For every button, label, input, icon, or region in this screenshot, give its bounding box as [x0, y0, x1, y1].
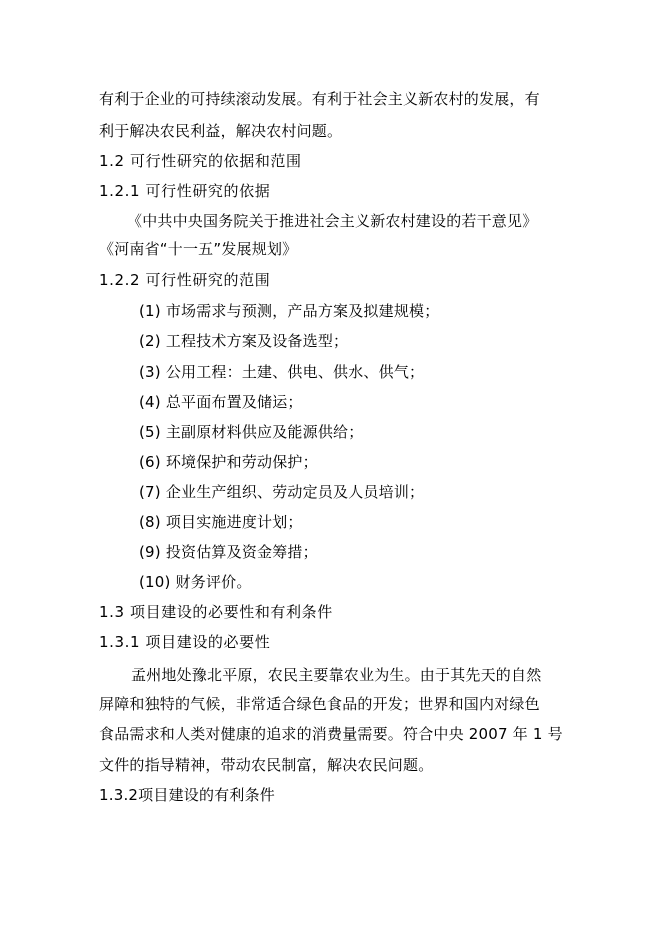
scope-item: (6) 环境保护和劳动保护；	[139, 453, 318, 471]
scope-item: (1) 市场需求与预测，产品方案及拟建规模；	[139, 302, 440, 320]
necessity-line-4: 文件的指导精神，带动农民制富，解决农民问题。	[99, 756, 434, 774]
scope-item: (9) 投资估算及资金筹措；	[139, 543, 318, 561]
intro-line-1: 有利于企业的可持续滚动发展。有利于社会主义新农村的发展，有	[99, 90, 540, 108]
section-heading-1-2: 1.2 可行性研究的依据和范围	[99, 152, 302, 170]
necessity-line-3: 食品需求和人类对健康的追求的消费量需要。符合中央 2007 年 1 号	[99, 725, 563, 743]
necessity-line-1: 孟州地处豫北平原，农民主要靠农业为生。由于其先天的自然	[131, 666, 542, 684]
section-heading-1-3-2: 1.3.2项目建设的有利条件	[99, 786, 275, 804]
scope-item: (5) 主副原材料供应及能源供给；	[139, 423, 364, 441]
basis-line-1: 《中共中央国务院关于推进社会主义新农村建设的若干意见》	[127, 212, 538, 230]
section-heading-1-3-1: 1.3.1 项目建设的必要性	[99, 633, 271, 651]
section-heading-1-2-1: 1.2.1 可行性研究的依据	[99, 182, 271, 200]
basis-line-2: 《河南省“十一五”发展规划》	[99, 240, 298, 258]
intro-line-2: 利于解决农民利益，解决农村问题。	[99, 122, 343, 140]
scope-item: (4) 总平面布置及储运；	[139, 393, 303, 411]
scope-item: (8) 项目实施进度计划；	[139, 513, 303, 531]
section-heading-1-3: 1.3 项目建设的必要性和有利条件	[99, 603, 333, 621]
section-heading-1-2-2: 1.2.2 可行性研究的范围	[99, 271, 271, 289]
necessity-line-2: 屏障和独特的气候，非常适合绿色食品的开发；世界和国内对绿色	[99, 695, 540, 713]
scope-item: (3) 公用工程：土建、供电、供水、供气；	[139, 363, 425, 381]
scope-item: (7) 企业生产组织、劳动定员及人员培训；	[139, 483, 425, 501]
scope-item: (10) 财务评价。	[139, 573, 252, 591]
scope-item: (2) 工程技术方案及设备选型；	[139, 332, 349, 350]
